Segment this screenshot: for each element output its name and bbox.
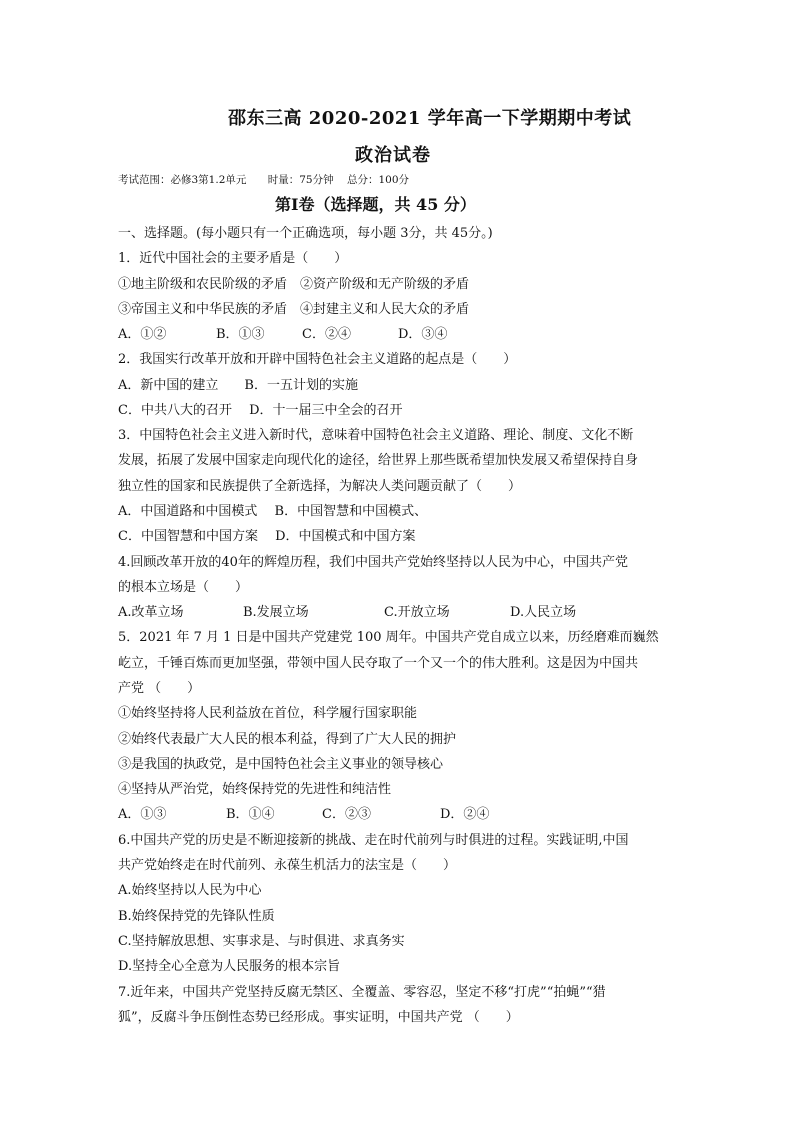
- q1-option-a: A．①②: [118, 327, 167, 342]
- exam-title: 邵东三高 2020-2021 学年高一下学期期中考试: [228, 108, 632, 129]
- total-score: 总分：100分: [346, 174, 409, 186]
- exam-info: [118, 172, 409, 187]
- q1-item: ③帝国主义和中华民族的矛盾 ④封建主义和人民大众的矛盾: [118, 302, 470, 317]
- q6-stem-line: 6.中国共产党的历史是不断迎接新的挑战、走在时代前列与时俱进的过程。实践证明,中国: [118, 833, 629, 848]
- q3-stem-line: 发展，拓展了发展中国家走向现代化的途径，给世界上那些既希望加快发展又希望保持自身: [118, 453, 639, 468]
- q6-option-line: C.坚持解放思想、实事求是、与时俱进、求真务实: [118, 934, 405, 949]
- q4-option-a: A.改革立场: [118, 605, 184, 620]
- q6-stem-line: 共产党始终走在时代前列、永葆生机活力的法宝是（ ）: [118, 858, 457, 873]
- q1-option-c: C．②④: [302, 327, 351, 342]
- q4-option-d: D.人民立场: [510, 605, 577, 620]
- q3-stem-line: 3．中国特色社会主义进入新时代，意味着中国特色社会主义道路、理论、制度、文化不断: [118, 428, 634, 443]
- q4-option-b: B.发展立场: [243, 605, 309, 620]
- section-title: 第Ⅰ卷（选择题，共 45 分）: [275, 195, 476, 214]
- q5-option-b: B．①④: [226, 807, 275, 822]
- q1-item: ①地主阶级和农民阶级的矛盾 ②资产阶级和无产阶级的矛盾: [118, 277, 470, 292]
- q5-item: ③是我国的执政党，是中国特色社会主义事业的领导核心: [118, 757, 444, 772]
- q4-stem-line: 4.回顾改革开放的40年的辉煌历程，我们中国共产党始终坚持以人民为中心，中国共产党: [118, 555, 628, 570]
- q1-option-b: B．①③: [216, 327, 265, 342]
- q4-stem-line: 的根本立场是（ ）: [118, 580, 249, 595]
- q6-option-line: D.坚持全心全意为人民服务的根本宗旨: [118, 959, 341, 974]
- q7-stem-line: 狐”，反腐斗争压倒性态势已经形成。事实证明，中国共产党 （ ）: [118, 1010, 519, 1025]
- q4-option-c: C.开放立场: [384, 605, 450, 620]
- q5-item: ②始终代表最广大人民的根本利益，得到了广大人民的拥护: [118, 732, 457, 747]
- q1-option-d: D．③④: [398, 327, 448, 342]
- q3-option-line: C．中国智慧和中国方案 D．中国模式和中国方案: [118, 529, 416, 544]
- q5-item: ①始终坚持将人民利益放在首位，科学履行国家职能: [118, 706, 418, 721]
- q1-stem: 1．近代中国社会的主要矛盾是（ ）: [118, 251, 348, 266]
- exam-scope: 考试范围：必修3第1.2单元: [118, 174, 247, 186]
- q2-stem: 2．我国实行改革开放和开辟中国特色社会主义道路的起点是（ ）: [118, 352, 517, 367]
- instructions: 一、选择题。(每小题只有一个正确选项，每小题 3分，共 45分。): [118, 226, 493, 241]
- exam-subtitle: 政治试卷: [355, 145, 431, 166]
- q6-option-line: A.始终坚持以人民为中心: [118, 883, 262, 898]
- q5-item: ④坚持从严治党，始终保持党的先进性和纯洁性: [118, 782, 392, 797]
- q2-option-line: C．中共八大的召开 D．十一届三中全会的召开: [118, 403, 403, 418]
- q6-option-line: B.始终保持党的先锋队性质: [118, 909, 275, 924]
- exam-time: 时量：75分钟: [267, 174, 334, 186]
- q5-stem-line: 屹立，千锤百炼而更加坚强，带领中国人民夺取了一个又一个的伟大胜利。这是因为中国共: [118, 656, 639, 671]
- q3-stem-line: 独立性的国家和民族提供了全新选择，为解决人类问题贡献了（ ）: [118, 479, 522, 494]
- q2-option-line: A．新中国的建立 B．一五计划的实施: [118, 378, 358, 393]
- q5-stem-line: 5．2021 年 7 月 1 日是中国共产党建党 100 周年。中国共产党自成立以来，历经磨难而巍然: [118, 630, 659, 645]
- q5-option-c: C．②③: [322, 807, 371, 822]
- q7-stem-line: 7.近年来，中国共产党坚持反腐无禁区、全覆盖、零容忍，坚定不移“打虎”“拍蝇”“猎: [118, 985, 606, 1000]
- q5-option-a: A．①③: [118, 807, 167, 822]
- q5-option-d: D．②④: [440, 807, 490, 822]
- q3-option-line: A．中国道路和中国模式 B．中国智慧和中国模式、: [118, 504, 428, 519]
- q5-stem-line: 产党 （ ）: [118, 681, 201, 696]
